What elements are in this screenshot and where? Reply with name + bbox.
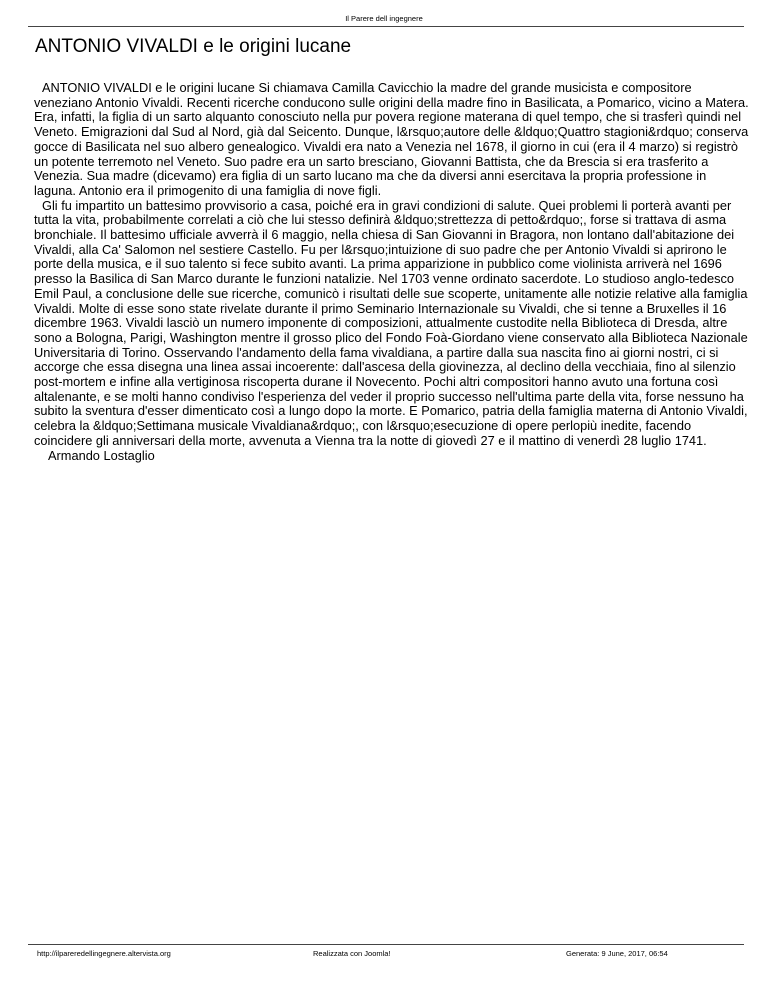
article-paragraph: ANTONIO VIVALDI e le origini lucane Si chiamava Camilla Cavicchio la madre del grande musicista e compositore veneziano Antonio Vivaldi. Recenti ricerche conducono sulle origini della madre fino in Basilicata, a Pomarico, vicino a Matera. Era, infatti, la figlia di un sarto alquanto conosciuto nella pur povera regione materana di quel tempo, che si trasferì quindi nel Veneto. Emigrazioni dal Sud al Nord, già dal Seicento. Dunque, l&rsquo;autore delle &ldquo;Quattro stagioni&rdquo; conserva gocce di Basilicata nel suo albero genealogico. Vivaldi era nato a Venezia nel 1678, il giorno in cui (era il 4 marzo) si registrò un potente terremoto nel Veneto. Suo padre era un sarto bresciano, Giovanni Battista, che da Brescia si era trasferito a Venezia. Sua madre (dicevamo) era figlia di un sarto lucano ma che da diversi anni esercitava la propria professione in laguna. Antonio era il primogenito di una famiglia di nove figli.	[34, 80, 749, 198]
article-author: Armando Lostaglio	[48, 447, 155, 463]
footer-divider	[28, 944, 744, 945]
site-header-title: Il Parere dell ingegnere	[345, 14, 423, 23]
footer-generated-date: Generata: 9 June, 2017, 06:54	[566, 949, 668, 958]
header-divider	[28, 26, 744, 27]
footer-site-url[interactable]: http://ilpareredellingegnere.altervista.org	[37, 949, 171, 958]
article-body	[34, 81, 750, 463]
article-title: ANTONIO VIVALDI e le origini lucane	[35, 36, 352, 57]
article-paragraph: Gli fu impartito un battesimo provvisorio a casa, poiché era in gravi condizioni di salute. Quei problemi li porterà avanti per tutta la vita, probabilmente correlati a ciò che lui stesso definirà &ldquo;strettezza di petto&rdquo;, forse si trattava di asma bronchiale. Il battesimo ufficiale avverrà il 6 maggio, nella chiesa di San Giovanni in Bragora, non lontano dall'abitazione dei Vivaldi, alla Ca' Salomon nel sestiere Castello. Fu per l&rsquo;intuizione di suo padre che per Antonio Vivaldi si aprirono le porte della musica, e il suo talento si fece subito avanti. La prima apparizione in pubblico come violinista arriverà nel 1696 presso la Basilica di San Marco durante le funzioni natalizie. Nel 1703 venne ordinato sacerdote. Lo studioso anglo-tedesco Emil Paul, a conclusione delle sue ricerche, comunicò i risultati delle sue scoperte, unitamente alle notizie relative alla famiglia Vivaldi. Molte di esse sono state rivelate durante il primo Seminario Internazionale su Vivaldi, che si tenne a Bruxelles il 16 dicembre 1963. Vivaldi lasciò un numero imponente di composizioni, attualmente custodite nella Biblioteca di Dresda, altre sono a Bologna, Parigi, Washington mentre il grosso plico del Fondo Foà-Giordano viene conservato alla Biblioteca Nazionale Universitaria di Torino. Osservando l'andamento della fama vivaldiana, a partire dalla sua nascita fino ai giorni nostri, ci si accorge che essa disegna una linea assai incoerente: dall'ascesa della giovinezza, al declino della vecchiaia, fino al silenzio post-mortem e infine alla vertiginosa riscoperta durane il Novecento. Pochi altri compositori hanno avuto una fortuna così altalenante, e se molti hanno condiviso l'esperienza del veder il proprio successo nell'ultima parte della vita, forse nessuno ha subito la sventura d'esser dimenticato così a lungo dopo la morte. E Pomarico, patria della famiglia materna di Antonio Vivaldi, celebra la &ldquo;Settimana musicale Vivaldiana&rdquo;, con l&rsquo;esecuzione di opere perlopiù inedite, facendo coincidere gli anniversari della morte, avvenuta a Vienna tra la notte di giovedì 27 e il mattino di venerdì 28 luglio 1741.	[34, 197, 748, 448]
footer-credit: Realizzata con Joomla!	[313, 949, 391, 958]
